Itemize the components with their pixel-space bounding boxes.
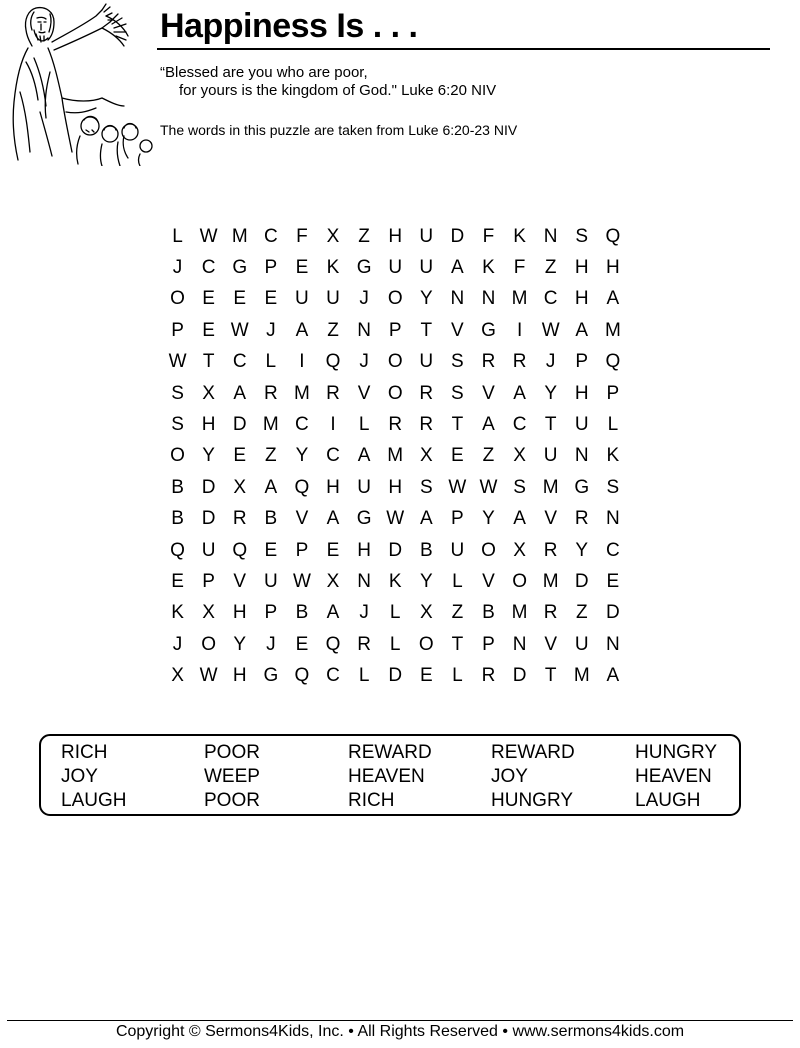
grid-letter[interactable]: A	[295, 319, 309, 341]
grid-letter[interactable]: H	[232, 602, 247, 624]
grid-letter[interactable]: R	[481, 351, 496, 373]
grid-row	[162, 441, 628, 472]
grid-letter[interactable]: Y	[419, 570, 433, 592]
grid-letter[interactable]: A	[233, 382, 247, 404]
grid-letter[interactable]: U	[388, 257, 403, 279]
grid-letter[interactable]: T	[544, 665, 557, 687]
grid-letter[interactable]: N	[512, 633, 527, 655]
grid-letter[interactable]: Q	[294, 665, 310, 687]
grid-letter[interactable]: P	[171, 319, 184, 341]
grid-letter[interactable]: W	[541, 319, 560, 341]
grid-letter[interactable]: S	[513, 476, 526, 498]
grid-row	[162, 660, 628, 691]
grid-letter[interactable]: G	[356, 257, 372, 279]
grid-letter[interactable]: Z	[358, 225, 370, 247]
word-list-item: REWARD	[491, 742, 575, 763]
grid-letter[interactable]: U	[574, 633, 589, 655]
footer-divider	[7, 1020, 793, 1021]
grid-letter[interactable]: N	[357, 570, 371, 592]
word-list-item: POOR	[204, 742, 260, 763]
grid-letter[interactable]: S	[451, 382, 464, 404]
grid-letter[interactable]: O	[387, 382, 403, 404]
grid-letter[interactable]: S	[575, 225, 589, 247]
grid-letter[interactable]: R	[388, 414, 403, 436]
grid-letter[interactable]: P	[606, 382, 620, 404]
grid-letter[interactable]: L	[607, 414, 619, 436]
grid-letter[interactable]: E	[171, 570, 184, 592]
grid-letter[interactable]: M	[542, 570, 559, 592]
grid-letter[interactable]: B	[295, 602, 309, 624]
grid-letter[interactable]: W	[199, 225, 218, 247]
grid-letter[interactable]: H	[357, 539, 371, 561]
grid-row	[162, 378, 628, 409]
grid-letter[interactable]: K	[482, 257, 495, 279]
grid-letter[interactable]: I	[516, 319, 523, 341]
grid-letter[interactable]: W	[199, 665, 218, 687]
grid-letter[interactable]: O	[512, 570, 527, 592]
grid-letter[interactable]: C	[263, 225, 278, 247]
grid-letter[interactable]: M	[511, 288, 528, 310]
grid-letter[interactable]: E	[419, 665, 433, 687]
grid-letter[interactable]: I	[330, 414, 336, 436]
grid-letter[interactable]: U	[295, 288, 309, 310]
grid-letter[interactable]: U	[543, 445, 558, 467]
grid-letter[interactable]: L	[265, 351, 277, 373]
grid-letter[interactable]: Q	[325, 633, 341, 655]
grid-letter[interactable]: O	[387, 288, 403, 310]
grid-letter[interactable]: X	[513, 445, 526, 467]
grid-letter[interactable]: R	[512, 351, 527, 373]
grid-letter[interactable]: R	[232, 508, 247, 530]
grid-letter[interactable]: A	[606, 288, 620, 310]
grid-letter[interactable]: A	[513, 382, 526, 404]
grid-letter[interactable]: M	[542, 476, 559, 498]
grid-letter[interactable]: T	[544, 414, 557, 436]
word-list-item: LAUGH	[61, 790, 127, 811]
grid-letter[interactable]: R	[543, 602, 558, 624]
scripture-line-1: “Blessed are you who are poor,	[160, 64, 368, 81]
grid-letter[interactable]: Y	[419, 288, 433, 310]
grid-letter[interactable]: C	[605, 539, 620, 561]
grid-letter[interactable]: X	[202, 602, 215, 624]
grid-letter[interactable]: V	[482, 382, 495, 404]
word-list-item: JOY	[61, 766, 98, 787]
grid-letter[interactable]: P	[264, 602, 278, 624]
grid-row	[162, 315, 628, 346]
grid-letter[interactable]: P	[451, 508, 464, 530]
word-list-item: HEAVEN	[348, 766, 425, 787]
word-list-column	[491, 741, 575, 813]
word-search-grid	[162, 221, 628, 692]
word-list-item: RICH	[61, 742, 108, 763]
grid-letter[interactable]: Z	[575, 602, 588, 624]
grid-letter[interactable]: H	[574, 288, 589, 310]
grid-letter[interactable]: U	[326, 288, 340, 310]
grid-letter[interactable]: M	[604, 319, 621, 341]
grid-letter[interactable]: N	[357, 319, 371, 341]
grid-letter[interactable]: E	[451, 445, 464, 467]
grid-letter[interactable]: V	[544, 633, 558, 655]
footer-copyright: Copyright © Sermons4Kids, Inc. • All Rights Reserved • www.sermons4kids.com	[115, 1023, 685, 1040]
grid-letter[interactable]: M	[511, 602, 528, 624]
grid-letter[interactable]: H	[574, 257, 589, 279]
grid-letter[interactable]: J	[266, 319, 276, 341]
grid-row	[162, 629, 628, 660]
grid-letter[interactable]: H	[388, 225, 403, 247]
grid-letter[interactable]: D	[574, 570, 589, 592]
grid-letter[interactable]: Y	[233, 633, 247, 655]
grid-letter[interactable]: Z	[327, 319, 339, 341]
grid-letter[interactable]: V	[357, 382, 371, 404]
grid-letter[interactable]: S	[419, 476, 433, 498]
grid-letter[interactable]: D	[201, 508, 216, 530]
grid-letter[interactable]: Y	[295, 445, 309, 467]
grid-letter[interactable]: G	[263, 665, 279, 687]
grid-letter[interactable]: A	[606, 665, 620, 687]
grid-letter[interactable]: X	[326, 225, 340, 247]
grid-letter[interactable]: C	[543, 288, 558, 310]
grid-letter[interactable]: N	[574, 445, 589, 467]
grid-letter[interactable]: T	[420, 319, 433, 341]
grid-letter[interactable]: P	[482, 633, 495, 655]
grid-letter[interactable]: L	[358, 414, 370, 436]
grid-letter[interactable]: J	[359, 351, 369, 373]
grid-letter[interactable]: U	[419, 257, 434, 279]
grid-letter[interactable]: D	[450, 225, 465, 247]
grid-letter[interactable]: O	[387, 351, 403, 373]
word-list-column	[348, 741, 432, 813]
grid-letter[interactable]: C	[232, 351, 247, 373]
grid-letter[interactable]: R	[574, 508, 589, 530]
grid-letter[interactable]: E	[202, 288, 215, 310]
grid-letter[interactable]: B	[171, 508, 184, 530]
grid-letter[interactable]: L	[452, 570, 463, 592]
grid-letter[interactable]: B	[171, 476, 184, 498]
grid-letter[interactable]: O	[170, 288, 185, 310]
grid-letter[interactable]: Q	[232, 539, 248, 561]
word-list-box	[39, 734, 741, 816]
grid-letter[interactable]: Y	[575, 539, 589, 561]
grid-letter[interactable]: A	[419, 508, 433, 530]
grid-letter[interactable]: E	[202, 319, 215, 341]
grid-letter[interactable]: J	[266, 633, 276, 655]
grid-letter[interactable]: H	[232, 665, 247, 687]
word-list-item: POOR	[204, 790, 260, 811]
grid-letter[interactable]: R	[481, 665, 496, 687]
grid-letter[interactable]: N	[481, 288, 496, 310]
word-list-item: RICH	[348, 790, 395, 811]
grid-row	[162, 566, 628, 597]
grid-row	[162, 347, 628, 378]
grid-letter[interactable]: P	[295, 539, 309, 561]
grid-letter[interactable]: Q	[170, 539, 185, 561]
grid-letter[interactable]: C	[512, 414, 527, 436]
grid-row	[162, 252, 628, 283]
grid-letter[interactable]: K	[606, 445, 620, 467]
grid-letter[interactable]: C	[295, 414, 309, 436]
grid-letter[interactable]: G	[232, 257, 248, 279]
grid-letter[interactable]: E	[233, 445, 247, 467]
grid-letter[interactable]: E	[264, 539, 278, 561]
grid-letter[interactable]: J	[172, 257, 183, 279]
grid-letter[interactable]: U	[450, 539, 465, 561]
grid-letter[interactable]: N	[450, 288, 465, 310]
word-list-item: REWARD	[348, 742, 432, 763]
grid-letter[interactable]: E	[295, 633, 309, 655]
page-title: Happiness Is . . .	[160, 7, 418, 45]
grid-row	[162, 221, 628, 252]
grid-letter[interactable]: X	[513, 539, 526, 561]
grid-letter[interactable]: U	[263, 570, 278, 592]
grid-letter[interactable]: X	[326, 570, 340, 592]
grid-letter[interactable]: H	[388, 476, 403, 498]
grid-letter[interactable]: S	[171, 414, 184, 436]
grid-letter[interactable]: F	[296, 225, 308, 247]
scripture-line-2: for yours is the kingdom of God." Luke 6:20 NIV	[179, 82, 497, 99]
grid-row	[162, 504, 628, 535]
grid-letter[interactable]: W	[448, 476, 467, 498]
grid-letter[interactable]: T	[451, 414, 464, 436]
grid-letter[interactable]: N	[543, 225, 558, 247]
grid-letter[interactable]: O	[170, 445, 185, 467]
grid-letter[interactable]: O	[418, 633, 434, 655]
grid-letter[interactable]: M	[294, 382, 310, 404]
grid-letter[interactable]: Q	[294, 476, 310, 498]
grid-letter[interactable]: O	[481, 539, 496, 561]
grid-letter[interactable]: Y	[544, 382, 558, 404]
grid-letter[interactable]: D	[388, 539, 403, 561]
grid-letter[interactable]: D	[201, 476, 216, 498]
grid-letter[interactable]: E	[295, 257, 309, 279]
grid-letter[interactable]: Z	[544, 257, 557, 279]
grid-letter[interactable]: D	[605, 602, 620, 624]
grid-letter[interactable]: X	[419, 602, 433, 624]
grid-letter[interactable]: L	[389, 633, 401, 655]
grid-letter[interactable]: Q	[605, 351, 621, 373]
grid-letter[interactable]: A	[326, 508, 340, 530]
grid-letter[interactable]: K	[513, 225, 526, 247]
grid-letter[interactable]: B	[419, 539, 433, 561]
grid-letter[interactable]: R	[326, 382, 340, 404]
grid-letter[interactable]: U	[574, 414, 589, 436]
jesus-teaching-illustration	[6, 2, 154, 166]
grid-letter[interactable]: H	[605, 257, 620, 279]
grid-letter[interactable]: J	[545, 351, 556, 373]
grid-letter[interactable]: B	[264, 508, 278, 530]
grid-letter[interactable]: U	[419, 225, 434, 247]
grid-letter[interactable]: V	[544, 508, 558, 530]
grid-letter[interactable]: X	[419, 445, 433, 467]
word-list-column	[635, 741, 717, 813]
grid-letter[interactable]: B	[482, 602, 495, 624]
grid-letter[interactable]: T	[202, 351, 215, 373]
grid-letter[interactable]: F	[482, 225, 495, 247]
grid-letter[interactable]: T	[451, 633, 464, 655]
grid-letter[interactable]: J	[172, 633, 183, 655]
grid-letter[interactable]: L	[389, 602, 401, 624]
grid-letter[interactable]: H	[326, 476, 340, 498]
grid-row	[162, 598, 628, 629]
grid-letter[interactable]: H	[574, 382, 589, 404]
grid-letter[interactable]: W	[168, 351, 187, 373]
grid-letter[interactable]: R	[263, 382, 278, 404]
grid-letter[interactable]: J	[359, 602, 369, 624]
grid-letter[interactable]: S	[451, 351, 464, 373]
grid-letter[interactable]: V	[482, 570, 495, 592]
grid-letter[interactable]: E	[233, 288, 247, 310]
grid-letter[interactable]: A	[451, 257, 464, 279]
grid-letter[interactable]: V	[233, 570, 247, 592]
grid-letter[interactable]: M	[231, 225, 248, 247]
grid-letter[interactable]: H	[201, 414, 216, 436]
grid-letter[interactable]: S	[171, 382, 184, 404]
puzzle-source-note: The words in this puzzle are taken from Luke 6:20-23 NIV	[160, 122, 518, 138]
word-list-item: WEEP	[204, 766, 260, 787]
grid-letter[interactable]: R	[419, 414, 434, 436]
grid-letter[interactable]: Q	[605, 225, 621, 247]
grid-letter[interactable]: M	[262, 414, 279, 436]
grid-row	[162, 535, 628, 566]
grid-letter[interactable]: Y	[482, 508, 495, 530]
grid-letter[interactable]: W	[292, 570, 311, 592]
grid-letter[interactable]: X	[202, 382, 215, 404]
grid-row	[162, 284, 628, 315]
grid-letter[interactable]: A	[357, 445, 371, 467]
grid-letter[interactable]: U	[201, 539, 216, 561]
grid-letter[interactable]: V	[451, 319, 464, 341]
grid-letter[interactable]: D	[388, 665, 403, 687]
grid-letter[interactable]: U	[357, 476, 371, 498]
grid-letter[interactable]: R	[419, 382, 434, 404]
grid-letter[interactable]: C	[326, 665, 340, 687]
scripture-quote	[160, 64, 496, 100]
grid-row	[162, 409, 628, 440]
grid-letter[interactable]: K	[171, 602, 184, 624]
grid-letter[interactable]: P	[264, 257, 278, 279]
grid-letter[interactable]: L	[358, 665, 370, 687]
grid-letter[interactable]: J	[359, 288, 369, 310]
word-list-item: HUNGRY	[491, 790, 573, 811]
grid-letter[interactable]: X	[171, 665, 184, 687]
grid-letter[interactable]: L	[452, 665, 463, 687]
word-list-item: HUNGRY	[635, 742, 717, 763]
grid-letter[interactable]: A	[326, 602, 340, 624]
grid-letter[interactable]: Z	[265, 445, 277, 467]
grid-letter[interactable]: Y	[202, 445, 215, 467]
grid-letter[interactable]: A	[482, 414, 495, 436]
grid-letter[interactable]: W	[479, 476, 498, 498]
grid-letter[interactable]: K	[326, 257, 340, 279]
grid-letter[interactable]: R	[357, 633, 371, 655]
grid-letter[interactable]: N	[605, 633, 620, 655]
grid-letter[interactable]: Q	[325, 351, 341, 373]
grid-letter[interactable]: G	[574, 476, 590, 498]
grid-letter[interactable]: E	[264, 288, 278, 310]
grid-letter[interactable]: C	[201, 257, 216, 279]
grid-letter[interactable]: F	[513, 257, 526, 279]
word-list-item: LAUGH	[635, 790, 701, 811]
grid-letter[interactable]: Z	[482, 445, 495, 467]
word-list-item: JOY	[491, 766, 528, 787]
grid-letter[interactable]: I	[299, 351, 305, 373]
grid-letter[interactable]: R	[543, 539, 558, 561]
grid-letter[interactable]: O	[201, 633, 217, 655]
grid-letter[interactable]: W	[386, 508, 405, 530]
grid-letter[interactable]: P	[202, 570, 215, 592]
grid-letter[interactable]: E	[326, 539, 340, 561]
word-list-item: HEAVEN	[635, 766, 712, 787]
grid-letter[interactable]: S	[606, 476, 620, 498]
grid-letter[interactable]: A	[575, 319, 589, 341]
grid-letter[interactable]: E	[606, 570, 620, 592]
grid-letter[interactable]: P	[388, 319, 402, 341]
grid-letter[interactable]: A	[264, 476, 278, 498]
grid-letter[interactable]: K	[388, 570, 402, 592]
grid-letter[interactable]: C	[326, 445, 340, 467]
grid-letter[interactable]: W	[230, 319, 249, 341]
grid-letter[interactable]: Z	[451, 602, 464, 624]
grid-letter[interactable]: N	[605, 508, 620, 530]
grid-row	[162, 472, 628, 503]
word-list-column	[204, 741, 260, 813]
grid-letter[interactable]: X	[233, 476, 247, 498]
grid-letter[interactable]: G	[356, 508, 372, 530]
grid-letter[interactable]: P	[575, 351, 589, 373]
grid-letter[interactable]: U	[419, 351, 434, 373]
grid-letter[interactable]: L	[172, 225, 183, 247]
grid-letter[interactable]: G	[481, 319, 496, 341]
word-list-column	[61, 741, 126, 813]
grid-letter[interactable]: M	[573, 665, 590, 687]
grid-letter[interactable]: M	[387, 445, 404, 467]
grid-letter[interactable]: D	[512, 665, 527, 687]
grid-letter[interactable]: A	[513, 508, 526, 530]
grid-letter[interactable]: V	[295, 508, 309, 530]
title-underline	[157, 48, 770, 50]
grid-letter[interactable]: D	[232, 414, 247, 436]
